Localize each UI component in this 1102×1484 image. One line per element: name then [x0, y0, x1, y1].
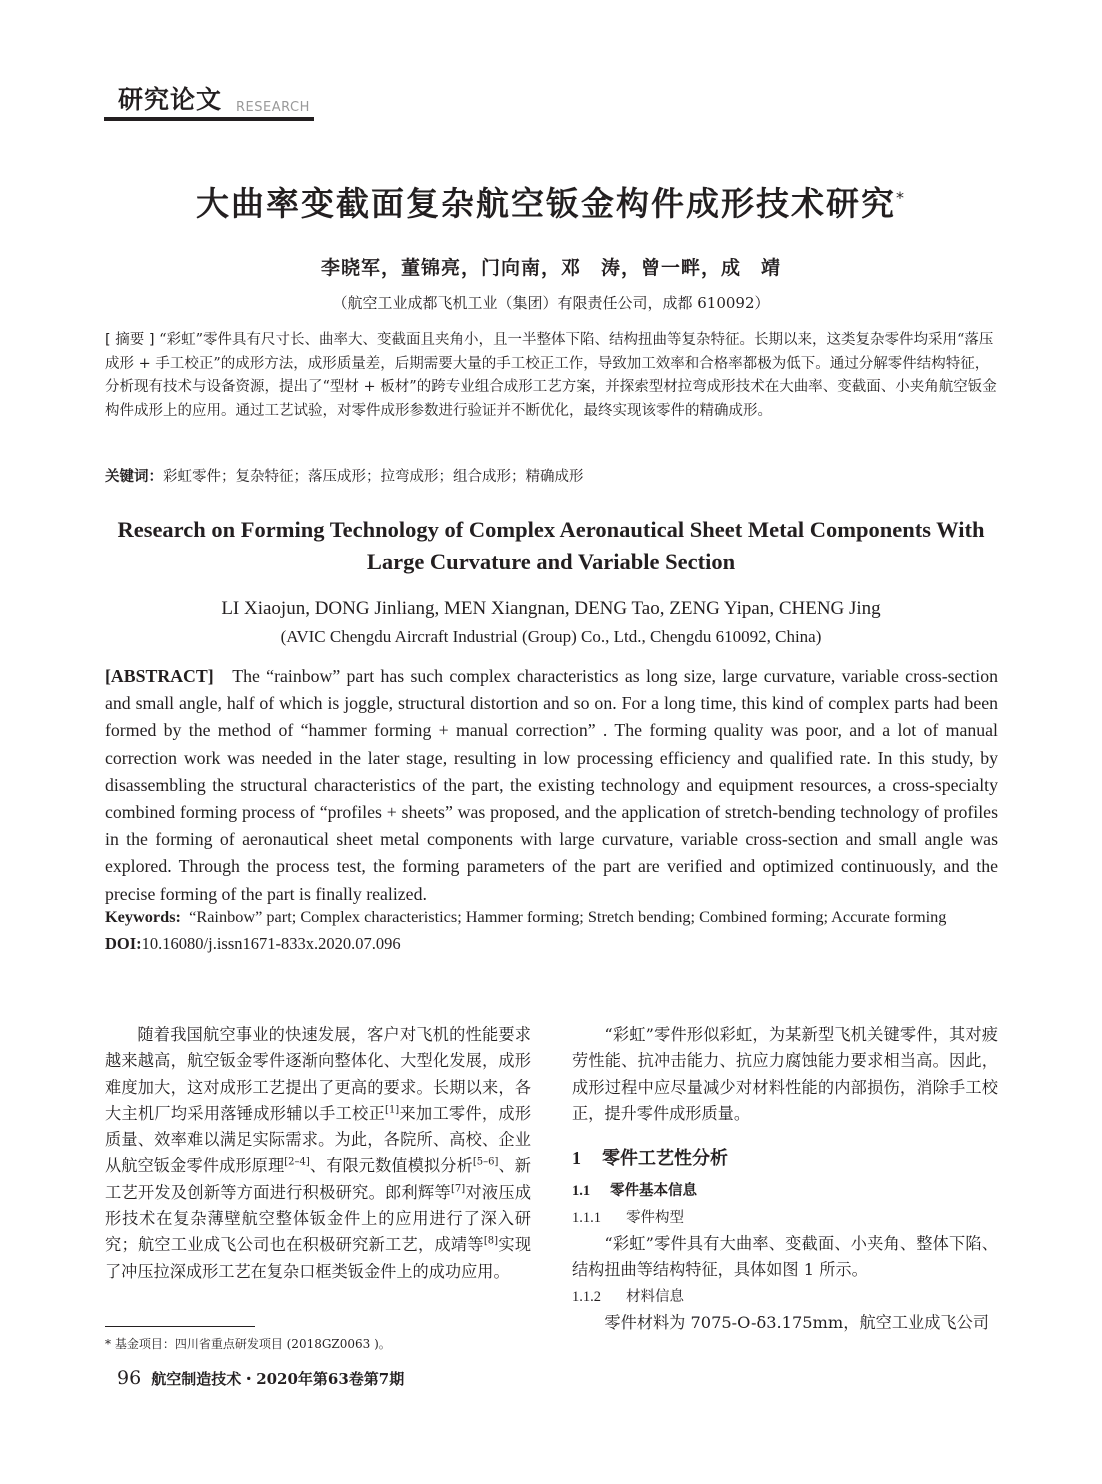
paragraph: “彩虹”零件形似彩虹，为某新型飞机关键零件，其对疲劳性能、抗冲击能力、抗应力腐蚀能力要求相当高。因此，成形过程中应尽量减少对材料性能的内部损伤，消除手工校正，提升零件成形质量。 [572, 1025, 998, 1123]
section-title: 零件基本信息 [610, 1183, 697, 1200]
page-footer [117, 1367, 404, 1389]
section-heading-1-1-2 [572, 1284, 998, 1310]
authors-cn: 李晓军，董锦亮，门向南，邓 涛，曾一畔，成 靖 [320, 257, 781, 279]
section-title: 零件工艺性分析 [602, 1148, 728, 1170]
abstract-en-label: [ABSTRACT] [105, 666, 214, 686]
section-heading-1-1 [572, 1178, 998, 1204]
abstract-cn-label: [ 摘要 ] [105, 332, 155, 348]
keywords-cn [105, 466, 998, 490]
authors-en: LI Xiaojun, DONG Jinliang, MEN Xiangnan, DENG Tao, ZENG Yipan, CHENG Jing [221, 598, 881, 619]
header-rule [104, 117, 314, 121]
body-left-column [105, 1022, 531, 1285]
text-run: 对液压成形技术在复杂薄壁航空整体钣金件上的应用进行了深入研究；航空工业成飞公司也在积极研究新工艺，成靖等 [105, 1182, 532, 1255]
keywords-en-text: “Rainbow” part; Complex characteristics; Hammer forming; Stretch bending; Combined forming; Accurate forming [189, 907, 947, 926]
text-run: 、新工艺开发及创新等方面进行积极研究。郎利辉等 [105, 1156, 531, 1202]
paragraph: “彩虹”零件具有大曲率、变截面、小夹角、整体下陷、结构扭曲等结构特征，具体如图 1 所示。 [572, 1234, 998, 1280]
section-number: 1.1 [572, 1183, 591, 1200]
footnote: * 基金项目：四川省重点研发项目 (2018GZ0063 )。 [105, 1337, 391, 1351]
citation: [7] [450, 1183, 466, 1195]
section-title: 零件构型 [626, 1209, 684, 1226]
section-heading-1 [572, 1145, 998, 1172]
section-heading-1-1-1 [572, 1205, 998, 1231]
citation: [5–6] [472, 1157, 499, 1169]
affiliation-cn: （航空工业成都飞机工业（集团）有限责任公司，成都 610092） [332, 294, 770, 312]
section-label-en: RESEARCH [236, 100, 310, 115]
page-number: 96 [117, 1367, 142, 1389]
title-footnote-mark: * [896, 188, 906, 207]
section-number: 1.1.2 [572, 1288, 601, 1305]
abstract-en [105, 663, 998, 908]
abstract-cn-text: “彩虹”零件具有尺寸长、曲率大、变截面且夹角小，且一半整体下陷、结构扭曲等复杂特征。长期以来，这类复杂零件均采用“落压成形 + 手工校正”的成形方法，成形质量差，后期需要大量的手工校正工作，导致加工效率和合格率都极为低下。通过分解零件结构特征，分析现有技术与设备资源，提出了“型材 + 板材”的跨专业组合成形工艺方案，并探索型材拉弯成形技术在大曲率、变截面、小夹角航空钣金构件成形上的应用。通过工艺试验，对零件成形参数进行验证并不断优化，最终实现该零件的精确成形。 [105, 332, 997, 419]
doi-text: 10.16080/j.issn1671-833x.2020.07.096 [141, 934, 401, 953]
intro-paragraph [105, 1022, 531, 1285]
abstract-cn [105, 329, 998, 423]
text-run: 随着我国航空事业的快速发展，客户对飞机的性能要求越来越高，航空钣金零件逐渐向整体化、大型化发展，成形难度加大，这对成形工艺提出了更高的要求。长期以来，各大主机厂均采用落锤成形辅以手工校正 [105, 1025, 531, 1123]
footnote-rule [105, 1326, 255, 1327]
keywords-cn-text: 彩虹零件；复杂特征；落压成形；拉弯成形；组合成形；精确成形 [163, 469, 584, 485]
journal-name: 航空制造技术・2020年第63卷第7期 [151, 1370, 405, 1388]
doi-label: DOI: [105, 934, 142, 953]
text-run: 实现了冲压拉深成形工艺在复杂口框类钣金件上的成功应用。 [105, 1235, 532, 1281]
abstract-en-text: The “rainbow” part has such complex characteristics as long size, large curvature, variable cross-section and small angle, half of which is joggle, structural distortion and so on. For a long time, this kind of complex parts had been formed by the method of “hammer forming + manual correction” . The forming quality was poor, and a lot of manual correction work was needed in the later stage, resulting in low processing efficiency and qualified rate. In this study, by disassembling the structural characteristics of the part, the existing technology and equipment resources, a cross-specialty combined forming process of “profiles + sheets” was proposed, and the application of stretch-bending technology of profiles in the forming of aeronautical sheet metal components with large curvature, variable cross-section and small angle was explored. Through the process test, the forming parameters of the part are verified and optimized continuously, and the precise forming of the part is finally realized. [105, 666, 999, 904]
section-label-cn: 研究论文 [118, 85, 223, 114]
section-number: 1 [572, 1148, 581, 1169]
keywords-cn-label: 关键词： [105, 469, 163, 485]
paragraph: 零件材料为 7075-O-δ3.175mm，航空工业成飞公司 [604, 1312, 989, 1332]
keywords-en-label: Keywords: [105, 907, 181, 926]
section-title: 材料信息 [626, 1288, 684, 1305]
citation: [2–4] [284, 1157, 310, 1169]
section-number: 1.1.1 [572, 1209, 601, 1226]
keywords-en [105, 907, 1005, 927]
title-text: 大曲率变截面复杂航空钣金构件成形技术研究 [196, 184, 896, 223]
body-right-column [572, 1022, 998, 1336]
affiliation-en: (AVIC Chengdu Aircraft Industrial (Group) Co., Ltd., Chengdu 610092, China) [280, 627, 822, 646]
doi [105, 934, 401, 954]
paper-title-cn [0, 178, 1102, 225]
paper-title-en: Research on Forming Technology of Complex Aeronautical Sheet Metal Components With Large Curvature and Variable Section [117, 517, 985, 574]
text-run: 来加工零件，成形质量、效率难以满足实际需求。为此，各院所、高校、企业从航空钣金零件成形原理 [105, 1103, 532, 1176]
text-run: 、有限元数值模拟分析 [309, 1156, 473, 1176]
citation: [1] [385, 1104, 400, 1116]
citation: [8] [483, 1235, 499, 1247]
